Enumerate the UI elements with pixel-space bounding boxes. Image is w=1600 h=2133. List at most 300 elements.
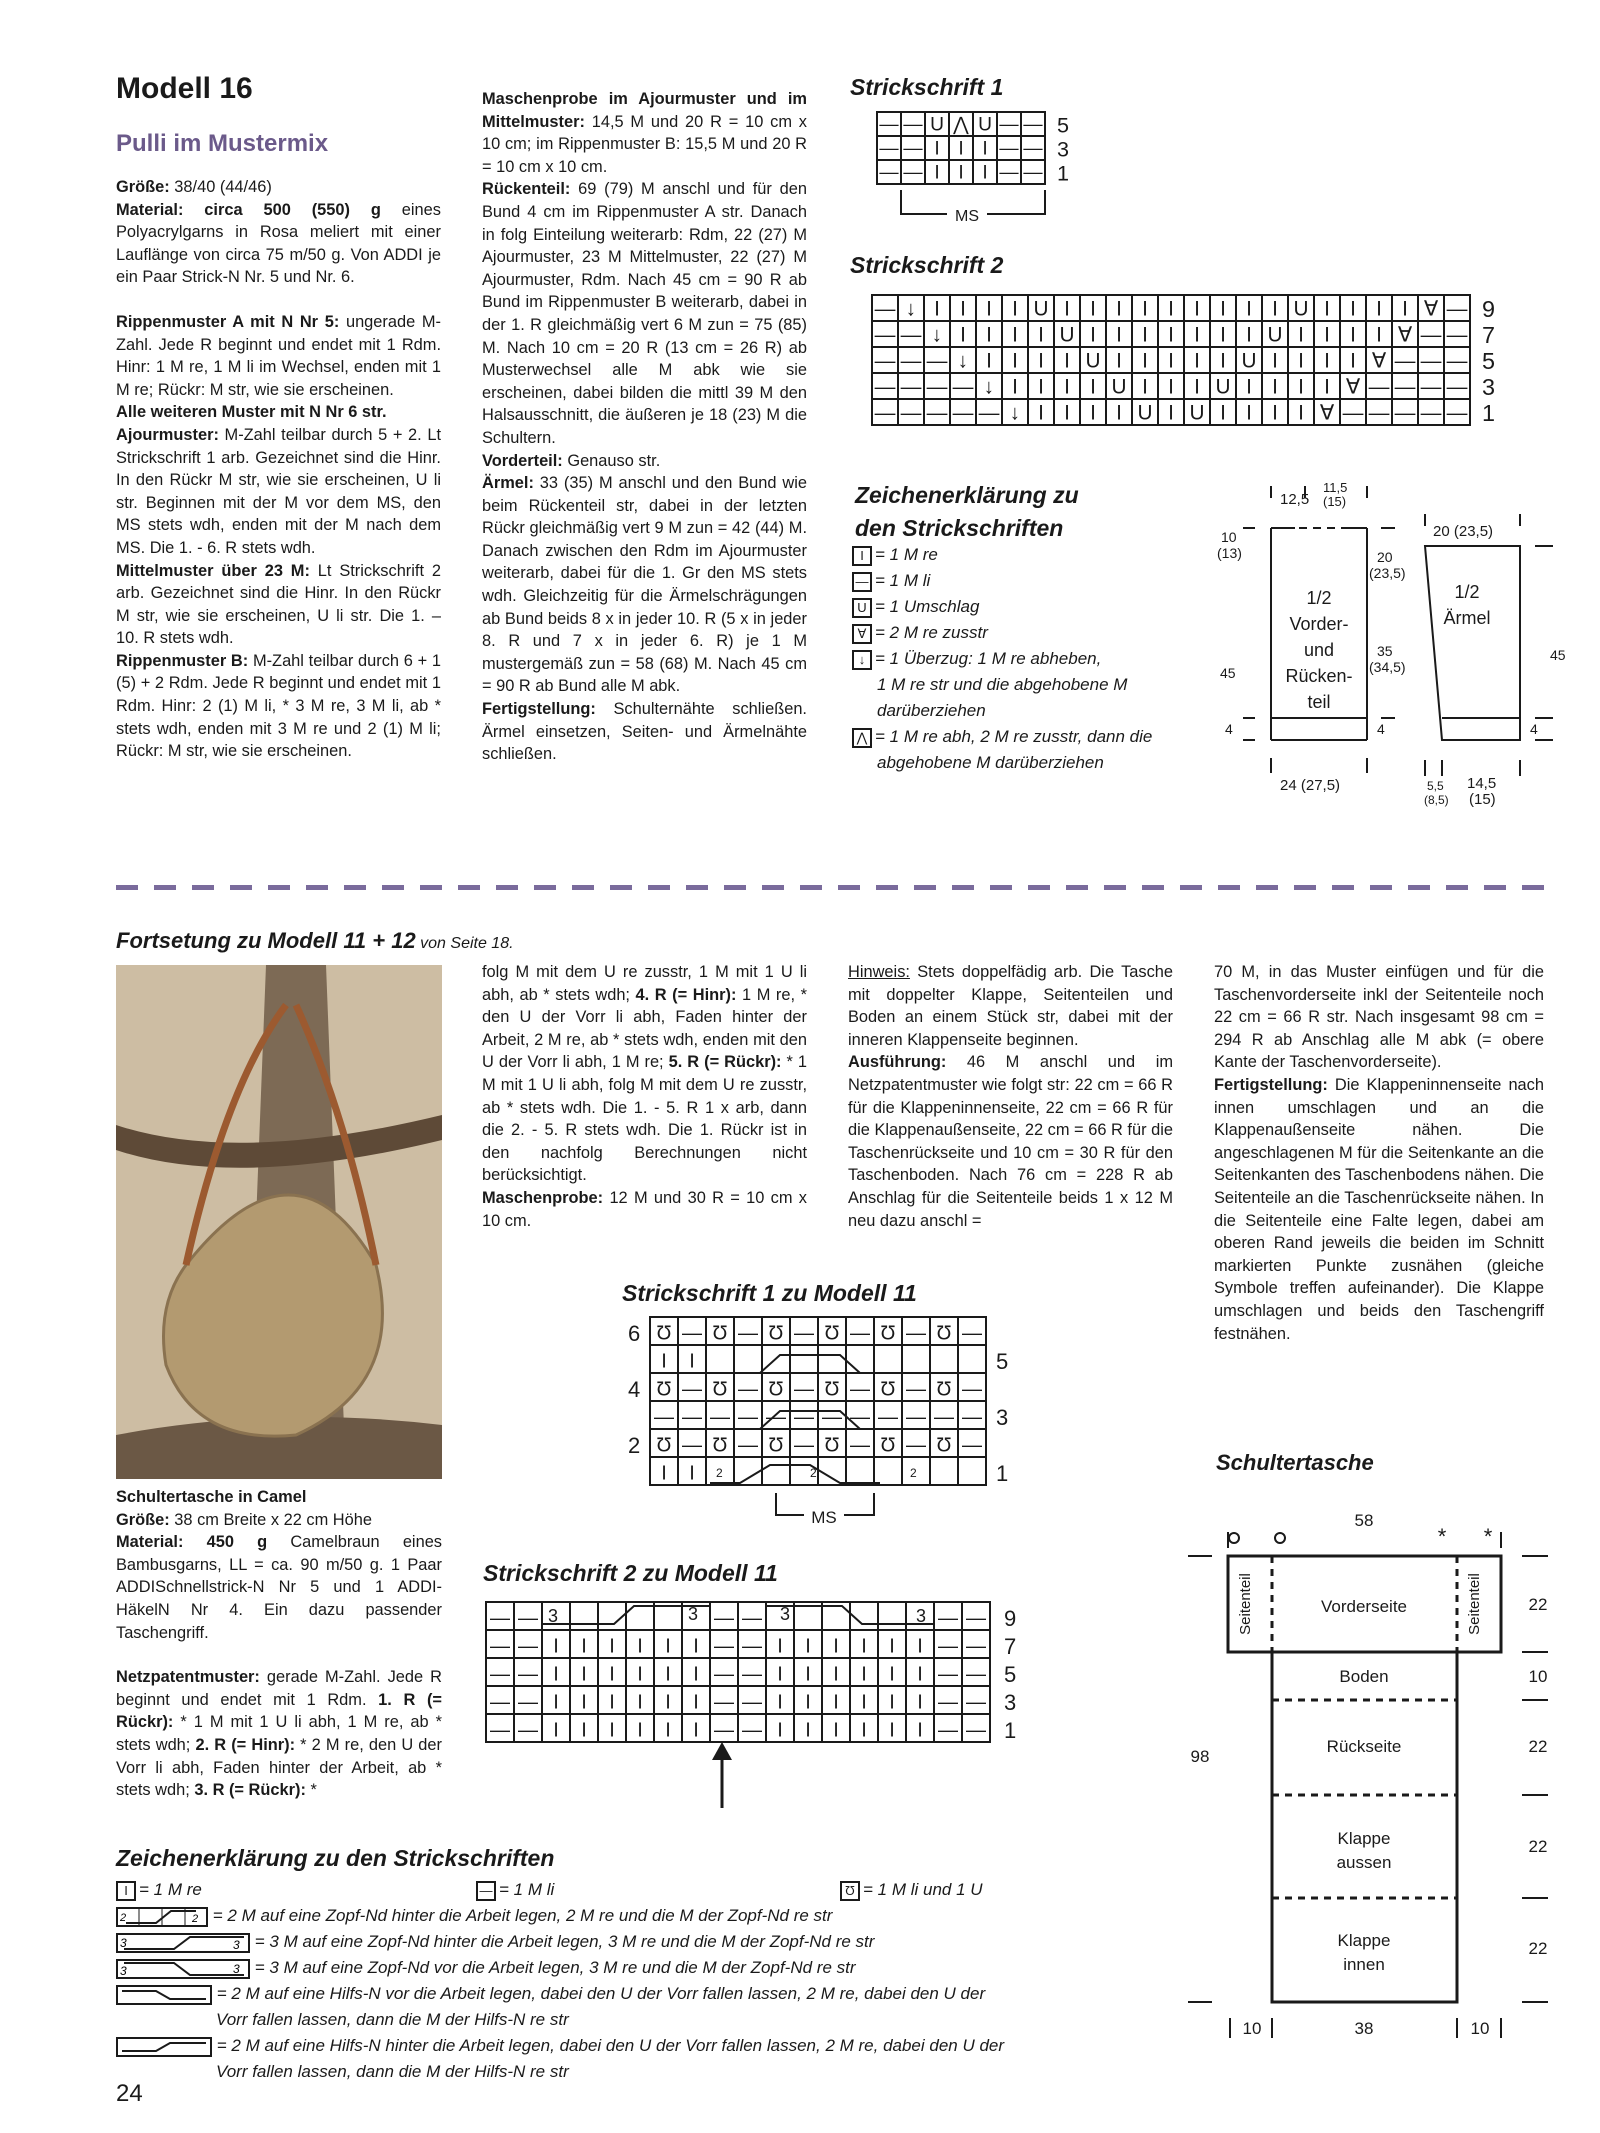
legend1-item (852, 725, 1192, 751)
height-22-front: 22 (1528, 1595, 1548, 1614)
bag-fertig-text: Die Klappeninnenseite nach innen umschlagen und an die Klappenaußenseite nähen. Die angeschlagenen M für die Seitenkante an die Seitenkanten des Taschenbodens nähen. Die Seitenteile an die Taschenrückseite nähen. In die Seitenteile eine Falte legen, dabei am oberen Rand jeweils die beiden im Schnitt markierten Punkte zusnähen (gleiche Symbole treffen aufeinander). Die Klappe umschlagen und beids den Taschengriff festnähen. (1214, 1075, 1544, 1343)
chart3-cell (790, 1345, 818, 1373)
chart2-symbol: I (1246, 401, 1252, 425)
chart1-symbol: I (982, 162, 988, 184)
chart3-cable-line (710, 1465, 880, 1483)
chart2-symbol: I (1064, 349, 1070, 373)
chart2-row-number: 3 (1482, 374, 1496, 401)
cable2-symbol (116, 1907, 208, 1927)
bottom-10-right: 10 (1470, 2019, 1490, 2038)
chart3-row-number-right: 5 (996, 1348, 1009, 1374)
chart3-symbol: — (738, 1378, 758, 1401)
chart3-symbol: I (661, 1350, 667, 1373)
chart3-symbol: — (794, 1322, 814, 1345)
chart2-symbol: I (1142, 375, 1148, 399)
chart3-symbol: — (850, 1406, 870, 1429)
chart3-title: Strickschrift 1 zu Modell 11 (622, 1280, 917, 1306)
legend1-item-text: = 1 M re abh, 2 M re zusstr, dann die (875, 727, 1153, 746)
chart2-symbol: — (1446, 375, 1468, 399)
dim-14-5: 14,5 (1467, 775, 1497, 792)
legend1-item (852, 543, 1192, 569)
chart2-symbol: I (1064, 297, 1070, 321)
chart2-symbol: I (1220, 349, 1226, 373)
chart2-symbol: ∀ (1371, 349, 1387, 373)
bag-maschen-label: Maschenprobe: (482, 1188, 604, 1207)
height-total-98: 98 (1190, 1747, 1210, 1766)
chart2-symbol: I (1090, 401, 1096, 425)
chart1-symbol: — (1023, 162, 1043, 184)
chart2-row-number: 1 (1482, 400, 1496, 427)
sweater-schematic (1205, 478, 1595, 818)
sleeve-label (1443, 582, 1490, 628)
chart2-symbol: — (874, 401, 896, 425)
bag-groesse-text: 38 cm Breite x 22 cm Höhe (169, 1510, 372, 1529)
ajour-label: Ajourmuster: (116, 425, 219, 444)
legend1-item (852, 595, 1192, 621)
chart4-symbol: — (714, 1607, 734, 1630)
chart4-symbol: — (714, 1663, 734, 1686)
chart2-symbol: — (1368, 375, 1390, 399)
chart4-symbol: — (714, 1719, 734, 1742)
chart4-row-number: 1 (1004, 1717, 1017, 1743)
chart3-cell (930, 1457, 958, 1485)
continuation-heading (116, 928, 514, 954)
dim-35: 35 (1377, 643, 1393, 659)
chart4-symbol: — (938, 1663, 958, 1686)
chart4-cable-number: 3 (548, 1606, 559, 1626)
r2-label: 2. R (= Hinr): (195, 1735, 296, 1754)
chart4-symbol: I (581, 1719, 587, 1742)
chart4-symbol: I (861, 1663, 867, 1686)
chart2-symbol: — (926, 401, 948, 425)
legend1-symbol-icon: ∀ (852, 624, 872, 644)
chart2-symbol: I (1012, 297, 1018, 321)
chart2-symbol: U (1033, 297, 1049, 321)
page-number: 24 (116, 2080, 143, 2107)
chart4-symbol: I (553, 1691, 559, 1714)
legend1-item-text: = 1 Überzug: 1 M re abheben, (875, 649, 1102, 668)
netz-text: gerade M-Zahl. Jede R beginnt und endet mit 1 Rdm. (116, 1668, 442, 1709)
chart3-symbol: — (794, 1406, 814, 1429)
chart4-symbol: I (861, 1635, 867, 1658)
chart3-symbol: — (850, 1322, 870, 1345)
chart2-symbol: I (1220, 323, 1226, 347)
legend1-item (852, 751, 1192, 777)
chart2-symbol: — (926, 375, 948, 399)
chart3-symbol: — (906, 1378, 926, 1401)
chart4-symbol: I (609, 1635, 615, 1658)
chart2-symbol: I (1038, 323, 1044, 347)
chart2-symbol: I (1012, 323, 1018, 347)
chart2-symbol: I (1168, 401, 1174, 425)
hinweis-text: Stets doppelfädig arb. Die Tasche mit doppelter Klappe, Seitenteilen und Boden an einem Stück str, dabei mit der inneren Klappenseite beginnen. (848, 963, 1173, 1049)
legend2-h1a: = 2 M auf eine Hilfs-N vor die Arbeit legen, dabei den U der Vorr fallen lassen, 2 M re, dabei den U der (216, 1984, 986, 2003)
chart1-symbol: ⋀ (953, 114, 969, 136)
bag-width-58: 58 (1354, 1511, 1374, 1530)
chart3-cell (930, 1345, 958, 1373)
dim-11-5: 11,5 (1323, 480, 1348, 495)
chart4-symbol: I (777, 1663, 783, 1686)
chart4-symbol: I (805, 1663, 811, 1686)
chart2-row-number: 7 (1482, 322, 1496, 349)
chart2-symbol: I (1220, 401, 1226, 425)
vorderteil-text: Genauso str. (562, 451, 661, 470)
chart3-symbol: Ʊ (712, 1378, 728, 1401)
mittel-label: Mittelmuster über 23 M: (116, 561, 310, 580)
chart4-symbol: — (938, 1691, 958, 1714)
legend2-re: = 1 M re (139, 1880, 202, 1899)
chart4-symbol: I (693, 1635, 699, 1658)
chart3-cable-number: 2 (810, 1466, 817, 1480)
chart2-symbol: ↓ (983, 375, 995, 399)
chart2-symbol: U (1137, 401, 1153, 425)
chart2-symbol: I (1350, 323, 1356, 347)
chart2-symbol: I (1194, 349, 1200, 373)
chart2-symbol: — (1368, 401, 1390, 425)
chart4-symbol: I (637, 1635, 643, 1658)
chart2-symbol: I (1064, 375, 1070, 399)
helper-back-symbol (116, 2037, 212, 2057)
r4-label: 4. R (= Hinr): (635, 985, 737, 1004)
r3-label: 3. R (= Rückr): (194, 1781, 306, 1800)
chart4-symbol: — (966, 1719, 986, 1742)
r1-label: 1. R (= Rückr): (116, 1690, 442, 1732)
dim-4-mid: 4 (1377, 721, 1385, 737)
chart2-symbol: I (1220, 297, 1226, 321)
chart4-symbol: I (777, 1719, 783, 1742)
chart2-symbol: — (1446, 349, 1468, 373)
chart4-symbol: I (553, 1719, 559, 1742)
chart3-symbol: Ʊ (712, 1322, 728, 1345)
chart1-symbol: U (978, 114, 992, 136)
legend1-item-text: darüberziehen (877, 701, 986, 720)
chart4-symbol: I (833, 1719, 839, 1742)
legend2-c3b: = 3 M auf eine Zopf-Nd vor die Arbeit legen, 3 M re und die M der Zopf-Nd re str (254, 1958, 856, 1977)
chart3-cable-number: 2 (716, 1466, 723, 1480)
legend1-item-text: = 1 Umschlag (875, 597, 980, 616)
chart3-row-number-left: 4 (628, 1376, 641, 1402)
chart4-title: Strickschrift 2 zu Modell 11 (483, 1560, 778, 1586)
hinweis-label: Hinweis: (848, 963, 910, 981)
chart3-symbol: I (689, 1462, 695, 1485)
chart4-row-number: 3 (1004, 1689, 1017, 1715)
chart3-symbol: — (654, 1406, 674, 1429)
chart2-symbol: I (1168, 349, 1174, 373)
chart2-symbol: I (934, 297, 940, 321)
sleeve-label-line: 1/2 (1454, 582, 1480, 602)
chart1-symbol: U (930, 114, 944, 136)
chart4-row-number: 9 (1004, 1605, 1017, 1631)
chart4-symbol: I (553, 1663, 559, 1686)
chart3-cell (958, 1345, 986, 1373)
chart2-symbol: I (1350, 349, 1356, 373)
chart2-symbol: — (1420, 323, 1442, 347)
chart4-symbol: I (833, 1691, 839, 1714)
chart2-symbol: I (1194, 375, 1200, 399)
purl-symbol: — (476, 1881, 496, 1901)
side-panel-left: Seitenteil (1237, 1573, 1254, 1635)
legend1-item-text: = 1 M li (875, 571, 931, 590)
chart2-symbol: — (1446, 297, 1468, 321)
chart2-symbol: I (1168, 375, 1174, 399)
label-klappe-innen-2: innen (1343, 1955, 1385, 1974)
chart3-cell (734, 1457, 762, 1485)
chart3-symbol: — (682, 1378, 702, 1401)
chart2-symbol: — (900, 401, 922, 425)
side-panel-right: Seitenteil (1466, 1573, 1483, 1635)
dim-sleeve-top: 20 (23,5) (1433, 523, 1494, 540)
chart2-symbol: I (1298, 323, 1304, 347)
chart2-symbol: I (1090, 297, 1096, 321)
fertigstellung-label: Fertigstellung: (482, 700, 596, 719)
legend1-symbol-icon: I (852, 546, 872, 566)
chart2-symbol: I (1038, 401, 1044, 425)
legend1-symbol-icon: — (852, 572, 872, 592)
chart2-symbol: I (1402, 297, 1408, 321)
chart4-symbol: I (581, 1635, 587, 1658)
chart2-symbol: I (1142, 323, 1148, 347)
chart3-symbol: Ʊ (880, 1322, 896, 1345)
groesse-label: Größe: (116, 178, 170, 196)
chart3-symbol: — (738, 1406, 758, 1429)
section-divider (116, 885, 1552, 890)
chart1-symbol: — (999, 114, 1019, 136)
chart3-symbol: Ʊ (768, 1434, 784, 1457)
chart1-symbol: I (934, 138, 940, 160)
chart4-symbol: — (490, 1691, 510, 1714)
model-subtitle: Pulli im Mustermix (116, 130, 329, 157)
cable3-back-left: 3 (120, 1935, 127, 1950)
chart1-symbol: — (879, 162, 899, 184)
chart4-symbol: — (714, 1691, 734, 1714)
height-22-outer: 22 (1528, 1837, 1548, 1856)
chart1-symbol: — (903, 162, 923, 184)
chart2-symbol: I (1272, 375, 1278, 399)
chart2-symbol: I (986, 297, 992, 321)
chart1-symbol: — (903, 114, 923, 136)
cable3-back-symbol (116, 1933, 250, 1953)
legend1-item-text: abgehobene M darüberziehen (877, 753, 1104, 772)
bag-illustration (116, 965, 442, 1479)
chart2-symbol: I (1064, 401, 1070, 425)
legend2-c2: = 2 M auf eine Zopf-Nd hinter die Arbeit legen, 2 M re und die M der Zopf-Nd re str (212, 1906, 833, 1925)
cable3-front-right: 3 (233, 1961, 240, 1976)
chart1-symbol: — (879, 114, 899, 136)
chart4-symbol: I (693, 1719, 699, 1742)
chart4-symbol: — (742, 1663, 762, 1686)
chart2-symbol: — (1446, 401, 1468, 425)
chart4-symbol: — (742, 1691, 762, 1714)
chart4-symbol: I (861, 1691, 867, 1714)
chart2-symbol: I (1272, 297, 1278, 321)
dim-34-5: (34,5) (1369, 659, 1406, 675)
rippen-a-label: Rippenmuster A mit N Nr 5: (116, 312, 340, 331)
chart2-symbol: I (1116, 323, 1122, 347)
chart2-symbol: I (1194, 297, 1200, 321)
chart2-symbol: — (1446, 323, 1468, 347)
chart4-symbol: I (693, 1663, 699, 1686)
cable3-front-left: 3 (120, 1963, 127, 1978)
cable3-front-symbol (116, 1959, 250, 1979)
chart2-symbol: I (960, 297, 966, 321)
legend1-item (852, 699, 1192, 725)
legend2-h2b: Vorr fallen lassen, dann die M der Hilfs-N re str (216, 2062, 569, 2081)
legend1-symbol-icon: U (852, 598, 872, 618)
chart4-symbol: I (833, 1663, 839, 1686)
chart3-row-number-right: 1 (996, 1460, 1009, 1486)
bottom-38: 38 (1354, 2019, 1374, 2038)
chart2-symbol: U (1111, 375, 1127, 399)
chart3-cell (818, 1457, 846, 1485)
legend2-li: = 1 M li (499, 1880, 555, 1899)
instructions-column-1 (116, 176, 441, 763)
chart3-symbol: Ʊ (936, 1378, 952, 1401)
chart4-grid (484, 1600, 1064, 1820)
bag-material-text: Camelbraun eines Bambusgarns, LL = ca. 90 m/50 g. 1 Paar ADDISchnellstrick-N Nr 5 und 1 ADDI-HäkelN Nr 4. Ein dazu passender Taschengriff. (116, 1533, 443, 1642)
chart3-symbol: — (766, 1406, 786, 1429)
dim-5-5: 5,5 (1427, 779, 1444, 793)
chart4-symbol: I (665, 1635, 671, 1658)
chart3-symbol: — (906, 1322, 926, 1345)
rueckenteil-label: Rückenteil: (482, 180, 571, 199)
chart2-symbol: U (1215, 375, 1231, 399)
chart4-symbol: I (861, 1719, 867, 1742)
rippen-b-label: Rippenmuster B: (116, 651, 249, 670)
chart2-symbol: I (1324, 297, 1330, 321)
chart3-symbol: Ʊ (656, 1378, 672, 1401)
chart4-symbol: I (581, 1663, 587, 1686)
chart3-symbol: Ʊ (712, 1434, 728, 1457)
legend1-list (852, 543, 1192, 777)
chart2-symbol: ∀ (1345, 375, 1361, 399)
bag-column-4 (1214, 961, 1544, 1345)
chart3-symbol: I (689, 1350, 695, 1373)
chart3-symbol: — (794, 1434, 814, 1457)
chart4-symbol: — (966, 1663, 986, 1686)
chart2-symbol: I (1012, 349, 1018, 373)
weitere-muster: Alle weiteren Muster mit N Nr 6 str. (116, 403, 387, 422)
model-title: Modell 16 (116, 72, 253, 105)
chart2-symbol: I (960, 323, 966, 347)
chart4-symbol: I (833, 1635, 839, 1658)
dim-23-5: (23,5) (1369, 565, 1406, 581)
legend1-symbol-icon: ↓ (852, 650, 872, 670)
chart4-symbol: — (938, 1607, 958, 1630)
chart4-symbol: I (917, 1663, 923, 1686)
chart3-symbol: Ʊ (768, 1378, 784, 1401)
dim-45-sleeve: 45 (1550, 647, 1566, 663)
bottom-10-left: 10 (1242, 2019, 1262, 2038)
chart4-symbol: I (693, 1691, 699, 1714)
bag-photo (116, 965, 442, 1479)
chart1-symbol: — (999, 162, 1019, 184)
rippen-b-text: M-Zahl teilbar durch 6 + 1 (5) + 2 Rdm. Jede R beginnt und endet mit 1 Rdm. Hinr: 2 (1) M li, * 3 M re, 3 M li, ab * stets wdh, enden mit 3 M re und 2 (1) M li; Rückr: M str, wie sie erscheinen. (116, 651, 441, 761)
chart3-symbol: Ʊ (824, 1434, 840, 1457)
chart2-symbol: U (1241, 349, 1257, 373)
groesse-value: 38/40 (44/46) (169, 178, 272, 196)
chart1-row-number: 1 (1057, 160, 1070, 186)
label-boden: Boden (1339, 1667, 1389, 1686)
chart2-symbol: I (1116, 349, 1122, 373)
chart4-symbol: I (805, 1719, 811, 1742)
chart2-symbol: ↓ (931, 323, 943, 347)
mittel-text: Lt Strickschrift 2 arb. Gezeichnet sind die Hinr. In den Rückr M str, wie sie erscheinen, U li str. Die 1. – 10. R stets wdh. (116, 561, 441, 648)
chart3-symbol: Ʊ (936, 1434, 952, 1457)
chart4-symbol: I (889, 1691, 895, 1714)
chart2-symbol: I (1168, 323, 1174, 347)
chart1-symbol: — (903, 138, 923, 160)
chart4-cell (878, 1602, 906, 1630)
chart3-cell (846, 1345, 874, 1373)
body-label-line: Rücken- (1285, 666, 1353, 686)
dim-8-5: (8,5) (1424, 793, 1449, 807)
chart2-symbol: U (1267, 323, 1283, 347)
chart4-symbol: — (938, 1635, 958, 1658)
chart2-symbol: I (1012, 375, 1018, 399)
chart2-symbol: — (874, 323, 896, 347)
legend2-c3a: = 3 M auf eine Zopf-Nd hinter die Arbeit legen, 3 M re und die M der Zopf-Nd re str (254, 1932, 875, 1951)
chart4-symbol: I (609, 1719, 615, 1742)
chart3-cell (706, 1345, 734, 1373)
chart2-symbol: I (1298, 349, 1304, 373)
chart2-row-number: 9 (1482, 296, 1496, 323)
ausfuehrung-label: Ausführung: (848, 1053, 947, 1072)
chart4-symbol: I (889, 1635, 895, 1658)
chart2-symbol: I (1090, 375, 1096, 399)
chart2-symbol: — (1394, 401, 1416, 425)
label-rueckseite: Rückseite (1326, 1737, 1402, 1756)
chart1-symbol: I (958, 162, 964, 184)
legend1-item-text: = 2 M re zusstr (875, 623, 988, 642)
chart2-symbol: ↓ (905, 297, 917, 321)
body-label-line: Vorder- (1289, 614, 1349, 634)
chart4-symbol: — (490, 1607, 510, 1630)
chart4-symbol: — (518, 1635, 538, 1658)
chart1-symbol: — (879, 138, 899, 160)
chart4-symbol: — (742, 1635, 762, 1658)
chart4-symbol: — (714, 1635, 734, 1658)
body-label-line: 1/2 (1306, 588, 1332, 608)
chart3-symbol: — (682, 1322, 702, 1345)
legend1-symbol-icon: ⋀ (852, 728, 872, 748)
chart2-symbol: — (874, 297, 896, 321)
bag-caption-title: Schultertasche in Camel (116, 1488, 307, 1506)
chart3-symbol: I (661, 1462, 667, 1485)
chart4-symbol: I (805, 1635, 811, 1658)
chart2-symbol: ∀ (1319, 401, 1335, 425)
bag-material-label: Material: 450 g (116, 1533, 268, 1552)
r3-text: * (305, 1781, 317, 1800)
chart2-symbol: — (900, 349, 922, 373)
chart2-symbol: I (1038, 349, 1044, 373)
chart2-symbol: — (1394, 349, 1416, 373)
bag-schematic-title: Schultertasche (1216, 1450, 1374, 1475)
r4-text: 1 M re, * den U der Vorr li abh, Faden hinter der Arbeit, 2 M re, ab * stets wdh, enden mit den U der Vorr li abh, 1 M re; (482, 985, 807, 1072)
chart4-symbol: I (609, 1691, 615, 1714)
chart3-row-number-left: 6 (628, 1320, 641, 1346)
chart3-symbol: Ʊ (824, 1322, 840, 1345)
chart3-symbol: — (794, 1378, 814, 1401)
chart4-symbol: — (938, 1719, 958, 1742)
chart2-symbol: I (1350, 297, 1356, 321)
chart1-symbol: — (1023, 138, 1043, 160)
chart4-cell (570, 1602, 598, 1630)
dim-12-5: 12,5 (1280, 491, 1310, 508)
marker-star-right: * (1483, 1524, 1493, 1549)
material-label: Material: circa 500 (550) g (116, 200, 381, 219)
chart2-symbol: I (1246, 297, 1252, 321)
chart4-symbol: I (637, 1663, 643, 1686)
